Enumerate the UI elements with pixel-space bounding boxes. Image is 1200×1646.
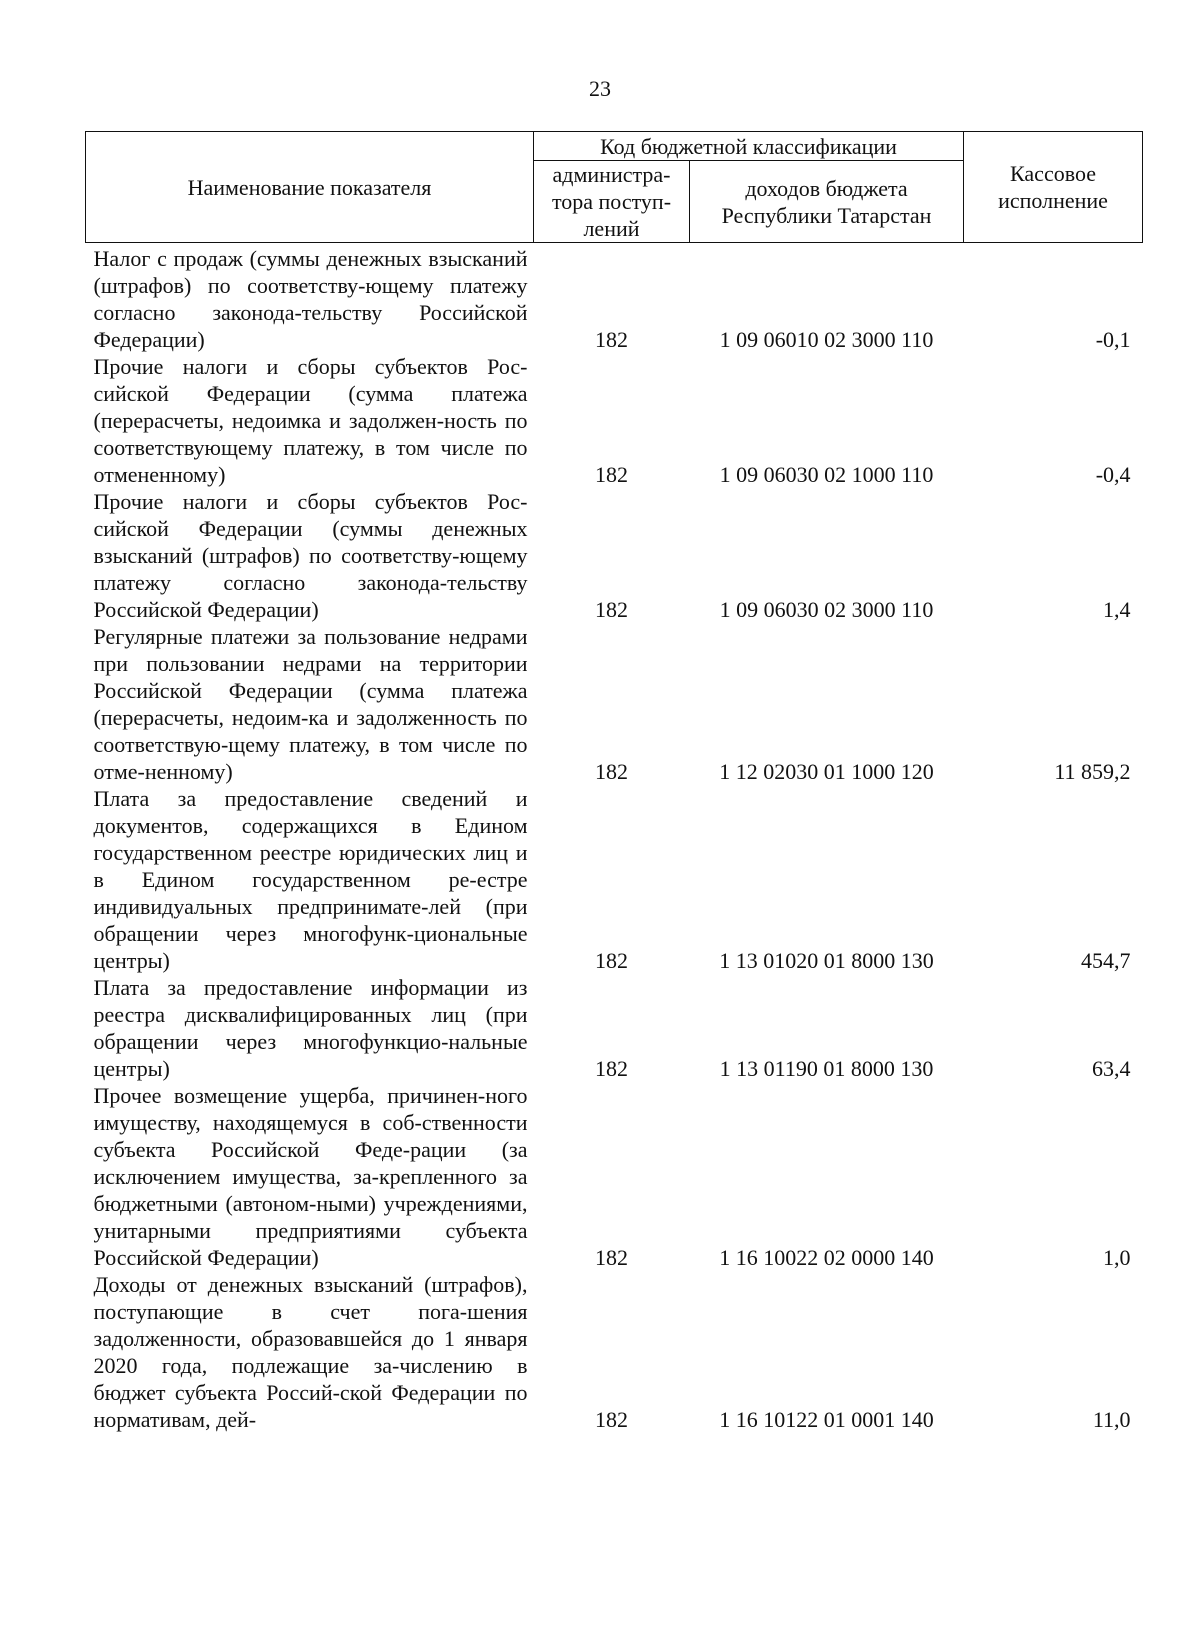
indicator-name-cell: Прочие налоги и сборы субъектов Рос-сийской Федерации (сумма платежа (перерасчеты, недоимка и задолжен-ность по соответствующему платежу, в том числе по отмененному) [93, 354, 528, 487]
indicator-name-cell: Плата за предоставление сведений и документов, содержащихся в Едином государственном реестре юридических лиц и в Едином государственном ре-естре индивидуальных предпринимате-лей (при обращении через многофунк-циональные центры) [93, 786, 528, 973]
header-revenue-administrator: администра-тора поступ-лений [534, 161, 690, 243]
revenue-code-cell: 1 13 01020 01 8000 130 [719, 948, 934, 973]
administrator-code-cell: 182 [595, 759, 628, 784]
cash-execution-cell: 1,0 [1103, 1245, 1131, 1270]
administrator-code-cell: 182 [595, 327, 628, 352]
table-header [86, 132, 1143, 243]
revenue-code-cell: 1 13 01190 01 8000 130 [719, 1056, 934, 1081]
revenue-code-cell: 1 16 10022 02 0000 140 [719, 1245, 934, 1270]
revenue-code-cell: 1 09 06030 02 3000 110 [719, 597, 934, 622]
cash-execution-cell: 1,4 [1103, 597, 1131, 622]
header-indicator-name: Наименование показателя [86, 132, 534, 243]
indicator-name-cell: Регулярные платежи за пользование недрами при пользовании недрами на территории Российской Федерации (сумма платежа (перерасчеты, недоим-ка и задолженность по соответствую-щему платежу, в том числе по отме-ненному) [93, 624, 528, 784]
cash-execution-cell: -0,1 [1095, 327, 1131, 352]
header-revenue-code: доходов бюджета Республики Татарстан [690, 161, 964, 243]
header-budget-classification-code: Код бюджетной классификации [534, 132, 964, 161]
table-row [86, 1082, 1143, 1271]
revenue-code-cell: 1 16 10122 01 0001 140 [719, 1407, 934, 1432]
indicator-name-cell: Прочие налоги и сборы субъектов Рос-сийской Федерации (суммы денежных взысканий (штрафов) по соответству-ющему платежу согласно законода-тельству Российской Федерации) [93, 489, 528, 622]
administrator-code-cell: 182 [595, 1056, 628, 1081]
administrator-code-cell: 182 [595, 1245, 628, 1270]
revenue-table [85, 131, 1143, 1433]
indicator-name-cell: Прочее возмещение ущерба, причинен-ного имуществу, находящемуся в соб-ственности субъекта Российской Феде-рации (за исключением имущества, за-крепленного за бюджетными (автоном-ными) учреждениями, унитарными предприятиями субъекта Российской Федерации) [93, 1083, 528, 1270]
cash-execution-cell: -0,4 [1095, 462, 1131, 487]
table-row [86, 353, 1143, 488]
table-row [86, 1271, 1143, 1433]
table-row [86, 785, 1143, 974]
table-row [86, 243, 1143, 354]
header-cash-execution: Кассовое исполнение [964, 132, 1143, 243]
revenue-code-cell: 1 09 06010 02 3000 110 [719, 327, 934, 352]
table-row [86, 974, 1143, 1082]
administrator-code-cell: 182 [595, 597, 628, 622]
revenue-code-cell: 1 12 02030 01 1000 120 [719, 759, 934, 784]
indicator-name-cell: Доходы от денежных взысканий (штрафов), поступающие в счет пога-шения задолженности, образовавшейся до 1 января 2020 года, подлежащие за-числению в бюджет субъекта Россий-ской Федерации по нормативам, дей- [93, 1272, 528, 1432]
cash-execution-cell: 63,4 [1092, 1056, 1131, 1081]
administrator-code-cell: 182 [595, 948, 628, 973]
indicator-name-cell: Плата за предоставление информации из реестра дисквалифицированных лиц (при обращении через многофункцио-нальные центры) [93, 975, 528, 1081]
table-row [86, 623, 1143, 785]
table-row [86, 488, 1143, 623]
revenue-code-cell: 1 09 06030 02 1000 110 [719, 462, 934, 487]
indicator-name-cell: Налог с продаж (суммы денежных взысканий (штрафов) по соответству-ющему платежу согласно законода-тельству Российской Федерации) [93, 246, 528, 352]
cash-execution-cell: 454,7 [1081, 948, 1131, 973]
cash-execution-cell: 11 859,2 [1054, 759, 1131, 784]
administrator-code-cell: 182 [595, 462, 628, 487]
cash-execution-cell: 11,0 [1092, 1407, 1131, 1432]
administrator-code-cell: 182 [595, 1407, 628, 1432]
table-body [86, 243, 1143, 1434]
page-number: 23 [589, 76, 611, 101]
